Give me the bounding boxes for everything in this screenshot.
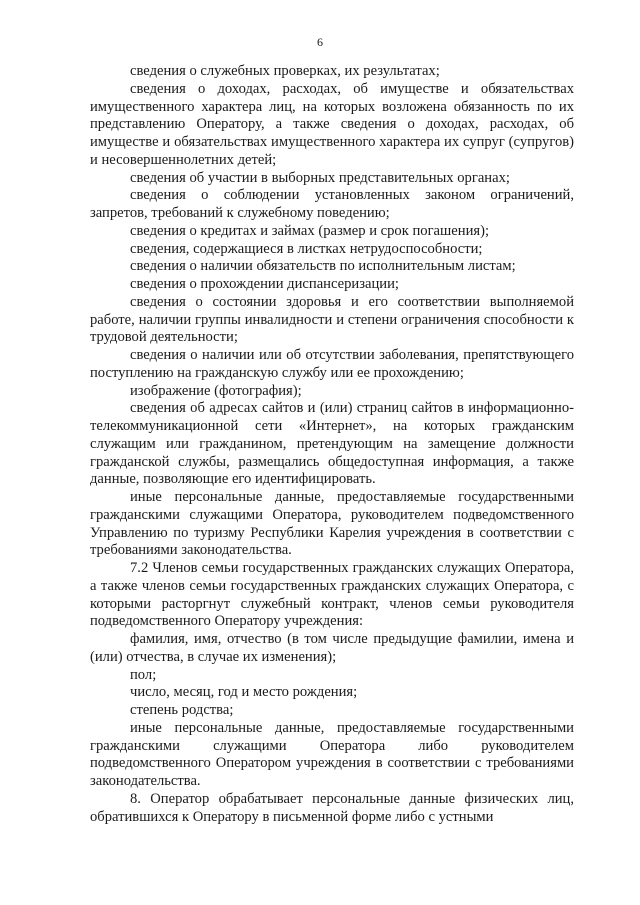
paragraph-elections: сведения об участии в выборных представительных органах;	[130, 169, 510, 186]
page-number: 6	[317, 35, 323, 49]
paragraph-websites: сведения об адресах сайтов и (или) страниц сайтов в информационно-телекоммуникационной сети «Интернет», на которых гражданским служащим или гражданином, претендующим на замещение должности гражданской службы, размещались общедоступная информация, а также данные, позволяющие его идентифицировать.	[90, 400, 574, 488]
paragraph-inspections: сведения о служебных проверках, их результатах;	[130, 63, 440, 79]
paragraph-kinship: степень родства;	[130, 702, 234, 718]
paragraph-income: сведения о доходах, расходах, об имуществе и обязательствах имущественного характера лиц, на которых возложена обязанность по их представлению Оператору, а также сведения о доходах, расходах, об имуществе и обязательствах имущественного характера их супруг (супругов) и несовершеннолетних детей;	[90, 80, 574, 168]
document-body	[90, 63, 574, 826]
paragraph-restrictions: сведения о соблюдении установленных законом ограничений, запретов, требований к служебному поведению;	[90, 187, 574, 221]
paragraph-sex: пол;	[130, 666, 157, 683]
paragraph-section-7-2: 7.2 Членов семьи государственных гражданских служащих Оператора, а также членов семьи государственных гражданских служащих Оператора, с которыми расторгнут служебный контракт, членов семьи руководителя подведомственного Оператору учреждения:	[90, 560, 574, 630]
paragraph-other-family-data: иные персональные данные, предоставляемые государственными гражданскими служащими Оператора либо руководителем подведомственного Оператором учреждения в соответствии с требованиями законодательства.	[90, 719, 574, 789]
paragraph-writs: сведения о наличии обязательств по исполнительным листам;	[130, 258, 516, 275]
paragraph-health: сведения о состоянии здоровья и его соответствии выполняемой работе, наличии группы инвалидности и степени ограничения способности к трудовой деятельности;	[90, 293, 574, 346]
paragraph-full-name: фамилия, имя, отчество (в том числе предыдущие фамилии, имена и (или) отчества, в случае их изменения);	[90, 631, 574, 665]
paragraph-birth: число, месяц, год и место рождения;	[130, 684, 358, 701]
paragraph-disease: сведения о наличии или об отсутствии заболевания, препятствующего поступлению на гражданскую службу или ее прохождению;	[90, 347, 574, 381]
paragraph-credits: сведения о кредитах и займах (размер и срок погашения);	[130, 222, 490, 239]
paragraph-medical-exam: сведения о прохождении диспансеризации;	[130, 276, 399, 292]
paragraph-photo: изображение (фотография);	[130, 382, 302, 399]
paragraph-other-data: иные персональные данные, предоставляемые государственными гражданскими служащими Оператора, руководителем подведомственного Управлению по туризму Республики Карелия учреждения в соответствии с требованиями законодательства.	[90, 489, 574, 559]
paragraph-section-8: 8. Оператор обрабатывает персональные данные физических лиц, обратившихся к Оператору в письменной форме либо с устными	[90, 790, 574, 825]
paragraph-sick-leave: сведения, содержащиеся в листках нетрудоспособности;	[130, 240, 483, 257]
